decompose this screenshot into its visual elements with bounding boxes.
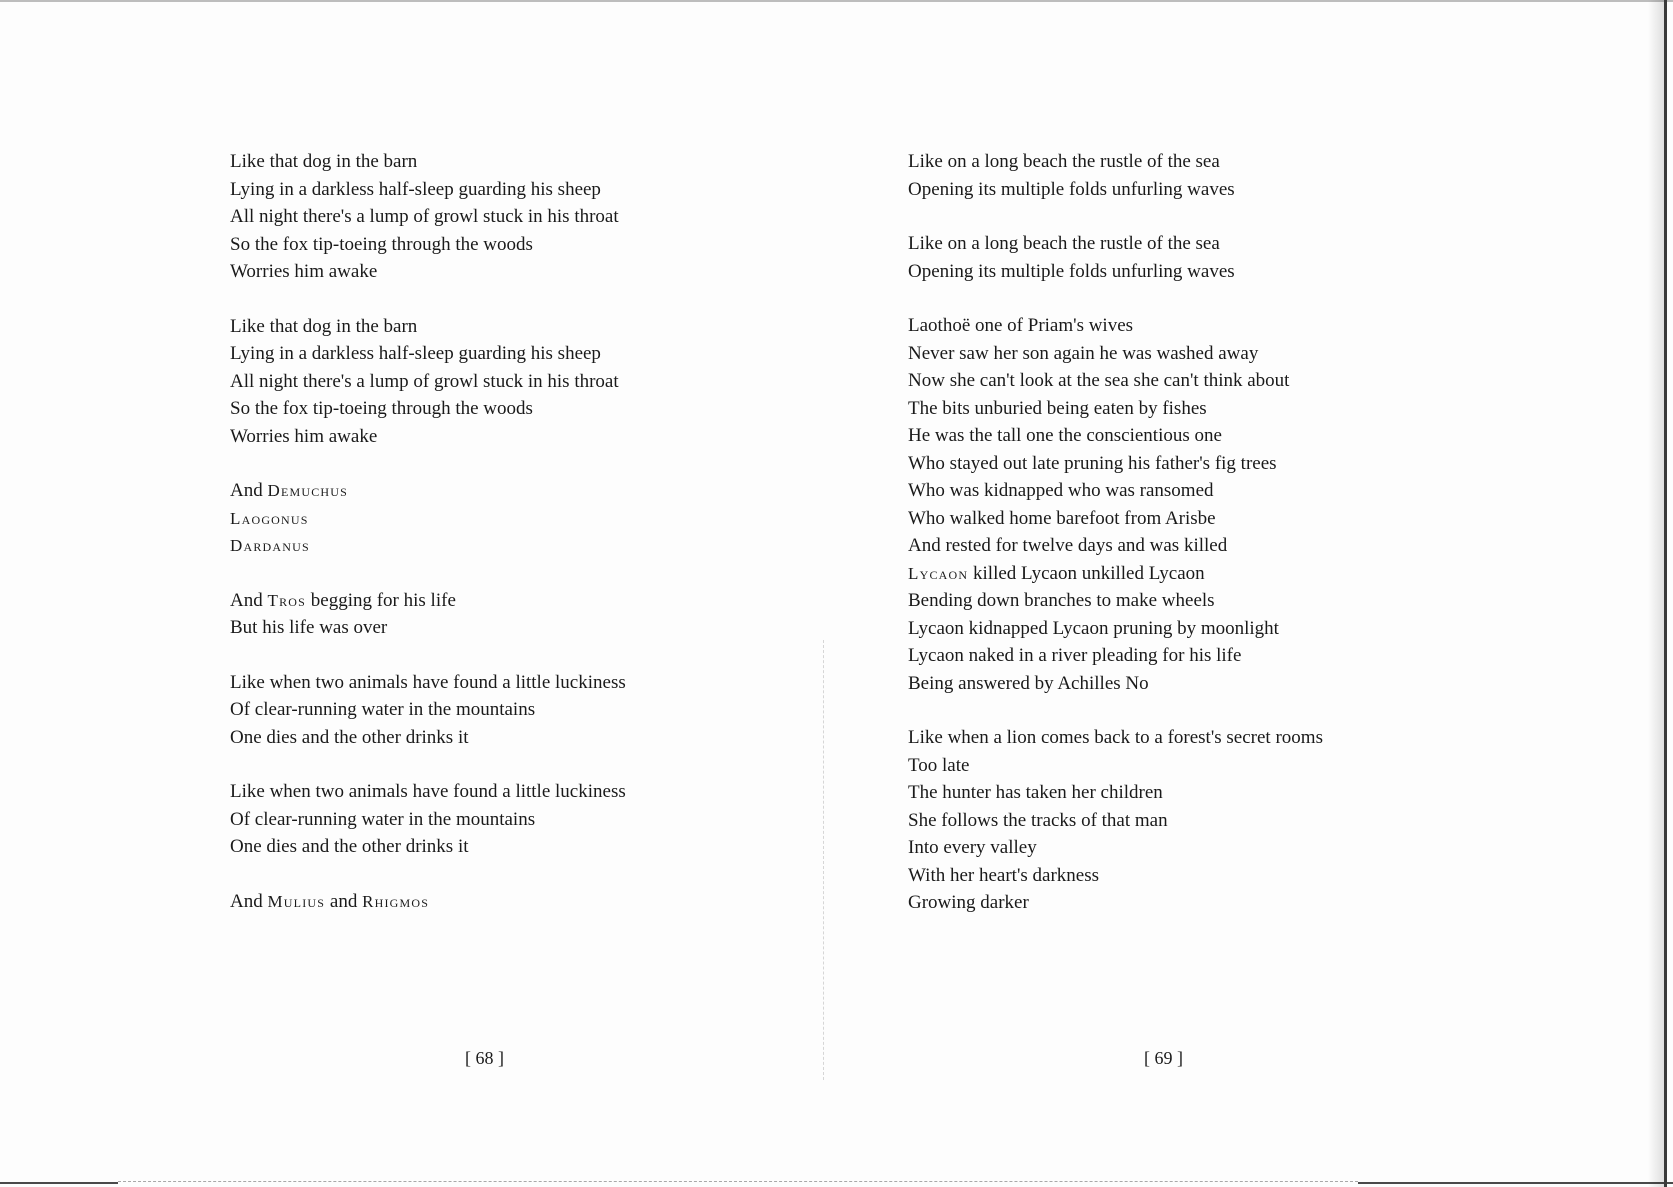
line-text: and [325,890,363,912]
right-page [908,148,1323,944]
poem-line [908,560,1323,588]
line-text: And [230,890,268,912]
poem-line: Bending down branches to make wheels [908,590,1215,611]
warrior-name: Tros [267,590,307,610]
stanza-mulius [230,888,626,916]
stanza-names [230,477,626,560]
stanza-dog-2 [230,313,626,451]
poem-line: Like on a long beach the rustle of the sea [908,151,1220,172]
poem-line: Being answered by Achilles No [908,672,1149,694]
poem-line: The hunter has taken her children [908,782,1163,803]
poem-line: And rested for twelve days and was killed [908,535,1228,556]
poem-line: But his life was over [230,617,388,638]
warrior-name: Demuchus [267,481,349,500]
poem-line: She follows the tracks of that man [908,809,1168,831]
poem-line: Who walked home barefoot from Arisbe [908,507,1216,529]
poem-line: Worries him awake [230,425,378,447]
warrior-name: Dardanus [230,536,310,555]
poem-line: Like when a lion comes back to a forest's secret rooms [908,727,1323,748]
page-edge-shadow [1648,0,1664,1187]
stanza-tros [230,587,626,642]
book-gutter [823,640,825,1080]
poem-line: Like when two animals have found a little luckiness [230,781,626,802]
stanza-sea-1 [908,148,1323,203]
line-text: And [230,589,268,611]
poem-line: Of clear-running water in the mountains [230,699,536,720]
poem-line: Too late [908,754,970,776]
poem-line: One dies and the other drinks it [230,726,469,748]
poem-line: With her heart's darkness [908,864,1100,886]
poem-line: Lying in a darkless half-sleep guarding his sheep [230,343,601,364]
line-text: begging for his life [306,589,456,611]
page-number-right: [ 69 ] [1144,1048,1183,1068]
scan-top-edge [0,0,1673,2]
poem-line: Who was kidnapped who was ransomed [908,480,1214,501]
poem-line: So the fox tip-toeing through the woods [230,233,533,255]
poem-line: Laothoë one of Priam's wives [908,315,1134,336]
poem-line: Opening its multiple folds unfurling waves [908,260,1235,282]
warrior-name: Lycaon [908,563,969,583]
poem-line: Worries him awake [230,261,378,282]
poem-line: Like on a long beach the rustle of the sea [908,233,1220,254]
warrior-name: Mulius [267,891,326,911]
poem-line: Like that dog in the barn [230,151,418,172]
poem-line: Of clear-running water in the mountains [230,808,536,830]
poem-line: Into every valley [908,837,1037,858]
poem-line [230,888,626,916]
warrior-name: Rhigmos [362,891,430,911]
stanza-sea-2 [908,230,1323,285]
poem-line: So the fox tip-toeing through the woods [230,398,533,419]
poem-line: All night there's a lump of growl stuck in his throat [230,370,619,392]
warrior-name: Laogonus [230,508,309,528]
poem-line [230,477,626,505]
stanza-dog-1 [230,148,626,286]
poem-line: Never saw her son again he was washed away [908,342,1259,364]
left-page [230,148,626,942]
poem-line: Lycaon naked in a river pleading for his life [908,645,1242,666]
poem-line: Like when two animals have found a little luckiness [230,671,626,693]
line-text: And [230,480,268,501]
poem-line [230,505,626,533]
poem-line: Growing darker [908,892,1029,913]
stanza-animals-2 [230,778,626,861]
poem-line: Who stayed out late pruning his father's fig trees [908,452,1277,474]
page-number-left: [ 68 ] [465,1048,504,1068]
stanza-laothoe [908,312,1323,697]
poem-line: All night there's a lump of growl stuck in his throat [230,206,619,227]
line-text: killed Lycaon unkilled Lycaon [968,562,1205,584]
poem-line: Lycaon kidnapped Lycaon pruning by moonlight [908,617,1279,639]
poem-line: Now she can't look at the sea she can't think about [908,370,1290,391]
scan-bottom-edge-gap [118,1181,1358,1186]
stanza-animals-1 [230,669,626,752]
scan-right-edge [1664,0,1667,1187]
poem-line: One dies and the other drinks it [230,836,469,857]
poem-line: Like that dog in the barn [230,315,418,337]
stanza-lion [908,724,1323,917]
poem-line: He was the tall one the conscientious one [908,425,1222,446]
poem-line [230,532,626,560]
poem-line: Opening its multiple folds unfurling waves [908,178,1235,200]
poem-line: Lying in a darkless half-sleep guarding his sheep [230,178,601,200]
poem-line [230,587,626,615]
poem-line: The bits unburied being eaten by fishes [908,397,1207,419]
